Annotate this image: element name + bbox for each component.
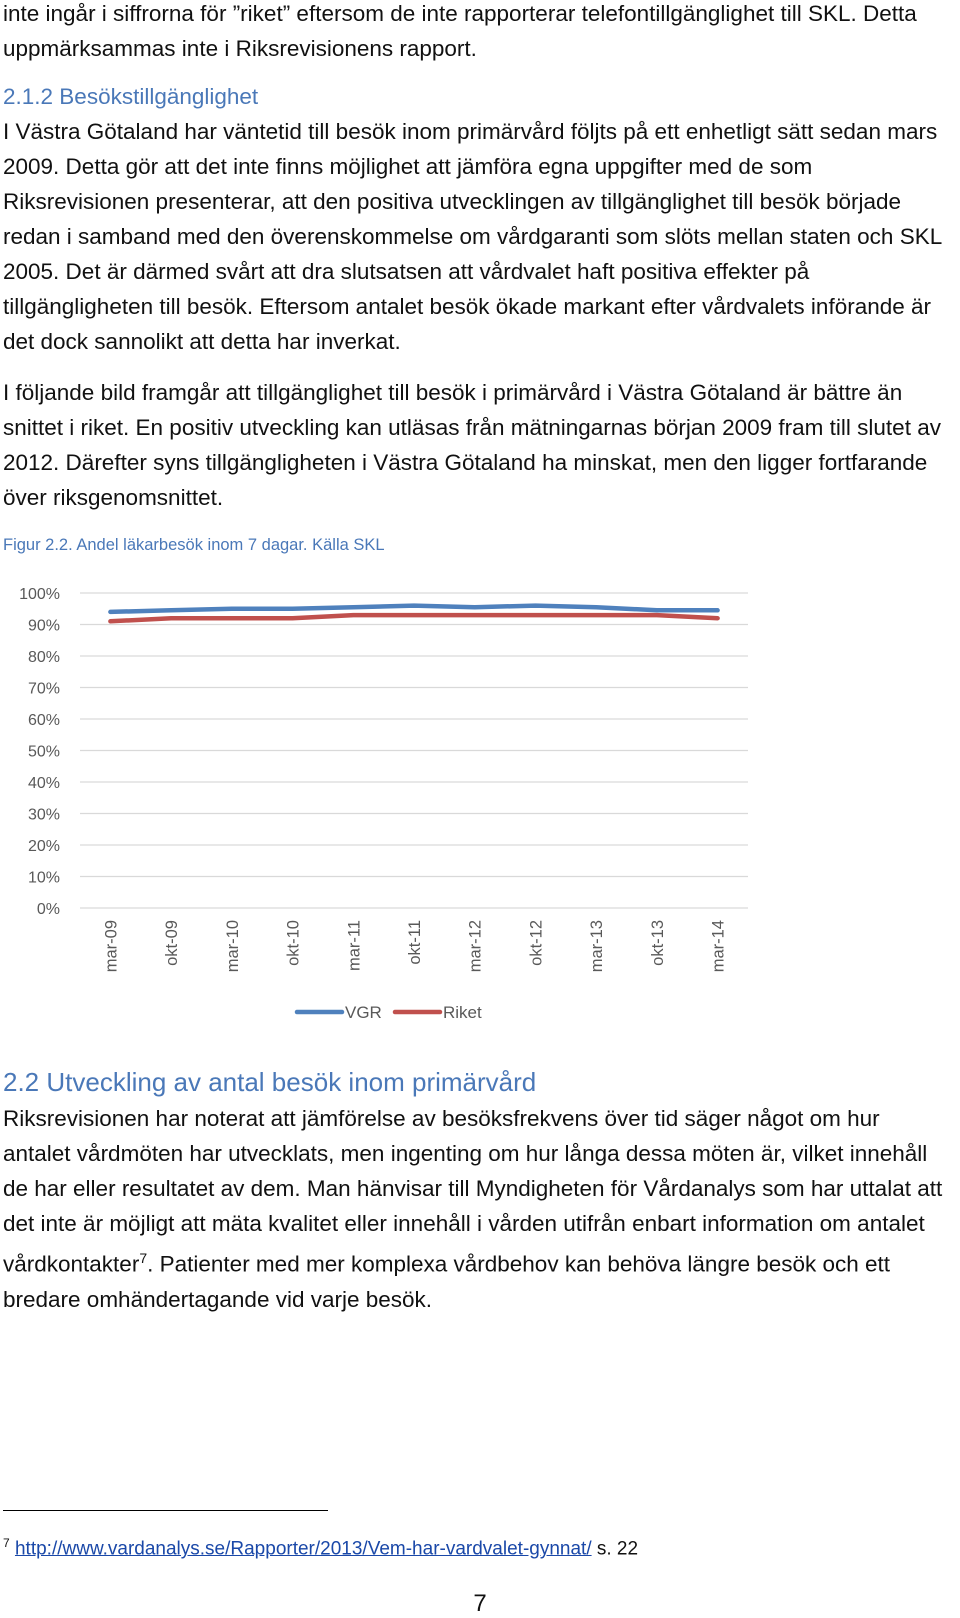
legend-label-vgr: VGR	[345, 1003, 382, 1022]
y-tick-label: 20%	[28, 838, 60, 855]
body-paragraph-1: I Västra Götaland har väntetid till besök inom primärvård följts på ett enhetligt sätt sedan mars 2009. Detta gör att det inte finns möjlighet att jämföra egna uppgifter med de som Riksrevisionen presenterar, att den positiva utvecklingen av tillgänglighet till besök började redan i samband med den överenskommelse om vårdgaranti som slöts mellan staten och SKL 2005. Det är därmed svårt att dra slutsatsen att vårdvalet haft positiva effekter på tillgängligheten till besök. Eftersom antalet besök ökade markant efter vårdvalets införande är det dock sannolikt att detta har inverkat.	[3, 114, 943, 359]
section-heading-2-1-2: 2.1.2 Besökstillgänglighet	[3, 82, 258, 112]
x-tick-label: okt-11	[406, 920, 424, 965]
series-line-riket	[110, 615, 717, 621]
y-tick-label: 100%	[19, 588, 60, 603]
line-chart	[0, 588, 760, 1033]
chart-legend	[297, 1003, 482, 1022]
x-tick-label: okt-12	[527, 920, 545, 966]
x-tick-label: okt-13	[649, 920, 667, 966]
y-tick-label: 70%	[28, 681, 60, 698]
x-tick-label: mar-09	[102, 920, 120, 972]
figure-caption: Figur 2.2. Andel läkarbesök inom 7 dagar. Källa SKL	[3, 534, 385, 556]
footnote-number: 7	[3, 1536, 10, 1550]
y-tick-label: 80%	[28, 649, 60, 666]
x-tick-label: okt-10	[285, 920, 303, 966]
x-axis-ticks	[102, 920, 727, 972]
y-tick-label: 50%	[28, 744, 60, 761]
chart-series	[110, 606, 717, 622]
x-tick-label: mar-10	[224, 920, 242, 972]
x-tick-label: mar-13	[588, 920, 606, 972]
footnote-divider	[3, 1510, 328, 1511]
body-paragraph-2: I följande bild framgår att tillgänglighet till besök i primärvård i Västra Götaland är bättre än snittet i riket. En positiv utveckling kan utläsas från mätningarnas början 2009 fram till slutet av 2012. Därefter syns tillgängligheten i Västra Götaland ha minskat, men den ligger fortfarande över riksgenomsnittet.	[3, 375, 943, 515]
y-tick-label: 10%	[28, 870, 60, 887]
intro-paragraph: inte ingår i siffrorna för ”riket” eftersom de inte rapporterar telefontillgänglighet till SKL. Detta uppmärksammas inte i Riksrevisionens rapport.	[3, 0, 943, 66]
y-tick-label: 0%	[37, 901, 60, 918]
body-paragraph-3	[3, 1101, 943, 1317]
y-tick-label: 90%	[28, 618, 60, 635]
y-tick-label: 40%	[28, 775, 60, 792]
x-tick-label: mar-11	[345, 920, 363, 971]
paragraph-3-text: Riksrevisionen har noterat att jämförelse av besöksfrekvens över tid säger något om hur antalet vårdmöten har utvecklats, men ingenting om hur långa dessa möten är, vilket innehåll de har eller resultatet av dem. Man hänvisar till Myndigheten för Vårdanalys som har uttalat att det inte är möjligt att mäta kvalitet eller innehåll i vården utifrån enbart information om antalet vårdkontakter	[3, 1106, 942, 1277]
x-tick-label: mar-14	[710, 920, 728, 972]
footnote-reference[interactable]: 7	[139, 1250, 147, 1266]
footnote-link[interactable]: http://www.vardanalys.se/Rapporter/2013/Vem-har-vardvalet-gynnat/	[15, 1538, 592, 1559]
footnote-page-ref: s. 22	[592, 1538, 638, 1559]
paragraph-3-text-cont: . Patienter med mer komplexa vårdbehov kan behöva längre besök och ett bredare omhändertagande vid varje besök.	[3, 1252, 890, 1312]
chart-gridlines	[80, 593, 748, 908]
footnote	[3, 1530, 638, 1562]
section-heading-2-2: 2.2 Utveckling av antal besök inom primärvård	[3, 1066, 536, 1098]
legend-label-riket: Riket	[443, 1003, 482, 1022]
x-tick-label: mar-12	[467, 920, 485, 972]
y-axis-ticks	[19, 588, 60, 918]
y-tick-label: 30%	[28, 807, 60, 824]
page-number: 7	[0, 1590, 960, 1618]
series-line-vgr	[110, 606, 717, 612]
y-tick-label: 60%	[28, 712, 60, 729]
x-tick-label: okt-09	[163, 920, 181, 966]
